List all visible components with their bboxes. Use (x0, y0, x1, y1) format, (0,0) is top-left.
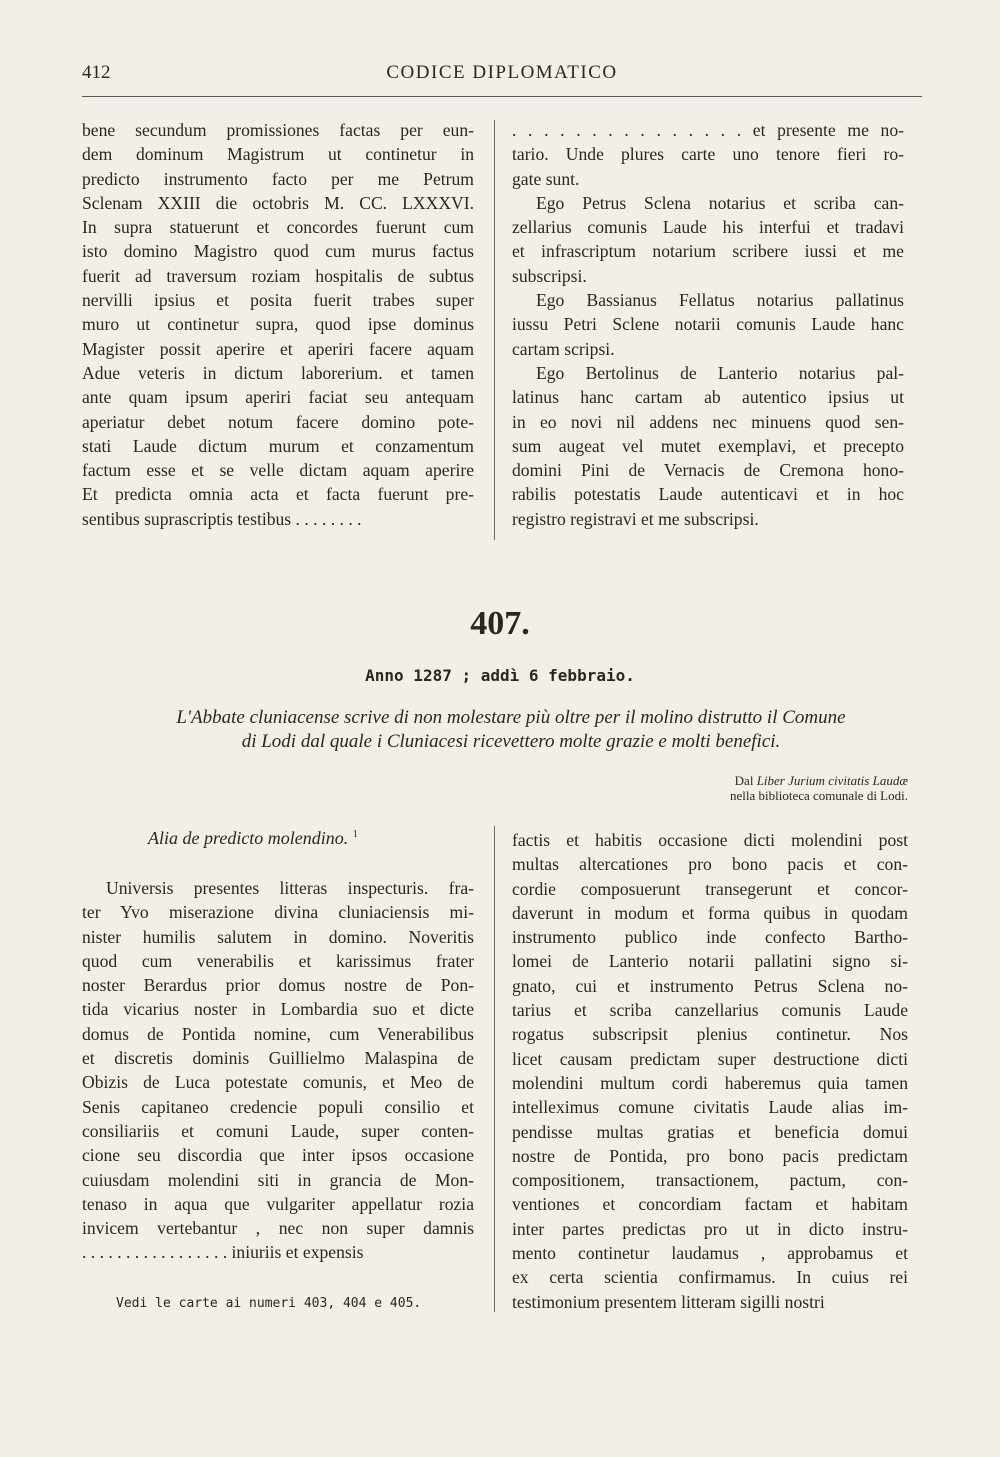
text-line: tarius et scriba canzellarius comunis Laude (512, 1000, 908, 1021)
text-line: ex certa scientia confirmamus. In cuius rei (512, 1267, 908, 1288)
text-line: pendisse multas gratias et beneficia domui (512, 1121, 908, 1142)
text-line: Et predicta omnia acta et facta fuerunt pre- (82, 484, 474, 505)
text-line: . . . . . . . . . . . . . . . . . iniuriis et expensis (82, 1242, 364, 1263)
text-line: multas altercationes pro bono pacis et con- (512, 854, 908, 875)
column-divider-lower (494, 826, 495, 1312)
column-divider-upper (494, 120, 495, 540)
text-line: muro ut continetur supra, quod ipse dominus (82, 314, 474, 335)
text-line: cione seu discordia que inter ipsos occasione (82, 1145, 474, 1166)
lower-right-column (512, 828, 908, 1314)
text-line: In supra statuerunt et concordes fuerunt cum (82, 217, 474, 238)
text-line: latinus hanc cartam ab autentico ipsius ut (512, 387, 904, 408)
text-line: nostre de Pontida, pro bono pacis predictam (512, 1145, 908, 1166)
text-line: lomei de Lanterio notarii pallatini signo si- (512, 951, 908, 972)
text-line: intelleximus comune civitatis Laude alias im- (512, 1097, 908, 1118)
text-line: nister humilis salutem in domino. Noveritis (82, 926, 474, 947)
source-location: nella biblioteca comunale di Lodi. (730, 788, 908, 803)
source-prefix: Dal (734, 773, 757, 788)
page-number: 412 (82, 62, 111, 83)
text-line: domini Pini de Vernacis de Cremona hono- (512, 460, 904, 481)
text-line: cartam scripsi. (512, 338, 615, 359)
running-title: CODICE DIPLOMATICO (386, 62, 618, 83)
text-line: Ego Bertolinus de Lanterio notarius pal- (536, 362, 904, 383)
document-subtitle (148, 828, 358, 849)
text-line: ter Yvo miserazione divina cluniaciensis mi- (82, 902, 474, 923)
text-line: tario. Unde plures carte uno tenore fieri ro- (512, 144, 904, 165)
text-line: et discretis dominis Guillielmo Malaspina de (82, 1048, 474, 1069)
document-summary (82, 706, 940, 754)
upper-right-column (512, 118, 904, 531)
text-line: in eo novi nil addens nec minuens quod sen- (512, 411, 904, 432)
text-line: factum esse et se velle dictam aquam aperire (82, 460, 474, 481)
text-line: Universis presentes litteras inspecturis. fra- (106, 878, 474, 898)
document-date: Anno 1287 ; addì 6 febbraio. (365, 666, 635, 685)
subtitle-text: Alia de predicto molendino. (148, 828, 349, 848)
text-line: inter partes predictas pro ut in dicto instru- (512, 1218, 908, 1239)
text-line: instrumento publico inde confecto Bartho- (512, 927, 908, 948)
text-line: subscripsi. (512, 265, 587, 286)
text-line: rabilis potestatis Laude autenticavi et in hoc (512, 484, 904, 505)
text-line: noster Berardus prior domus nostre de Pon- (82, 975, 474, 996)
source-note (730, 773, 908, 803)
text-line: bene secundum promissiones factas per eun- (82, 120, 474, 140)
page-header (82, 62, 922, 92)
text-line: Adue veteris in dictum laborerium. et tamen (82, 362, 474, 383)
text-line: gnato, cui et instrumento Petrus Sclena no- (512, 975, 908, 996)
text-line: cuiusdam molendini siti in grancia de Mon- (82, 1169, 474, 1190)
lower-left-column (82, 876, 474, 1265)
text-line: Sclenam XXIII die octobris M. CC. LXXXVI. (82, 192, 474, 213)
text-line: gate sunt. (512, 168, 580, 189)
text-line: nervilli ipsius et posita fuerit trabes super (82, 290, 474, 311)
text-line: fuerit ad traversum roziam hospitalis de subtus (82, 265, 474, 286)
text-line: Magister possit aperire et aperiri facere aquam (82, 338, 474, 359)
text-line: aperiatur debet notum facere domino pote- (82, 411, 474, 432)
document-number: 407. (470, 605, 530, 642)
text-line: isto domino Magistro quod cum murus factus (82, 241, 474, 262)
header-rule (82, 96, 922, 97)
text-line: registro registravi et me subscripsi. (512, 508, 759, 529)
summary-line-1: L'Abbate cluniacense scrive di non molestare più oltre per il molino distrutto il Comune (176, 707, 846, 728)
footnote: Vedi le carte ai numeri 403, 404 e 405. (116, 1296, 422, 1311)
text-line: compositionem, transactionem, pactum, con- (512, 1170, 908, 1191)
text-line: Ego Petrus Sclena notarius et scriba can- (536, 192, 904, 213)
text-line: Ego Bassianus Fellatus notarius pallatinus (536, 290, 904, 311)
source-title: Liber Jurium civitatis Laudæ (756, 773, 908, 788)
upper-left-column (82, 118, 474, 531)
text-line: iussu Petri Sclene notarii comunis Laude hanc (512, 314, 904, 335)
text-line: cordie composuerunt transegerunt et concor- (512, 878, 908, 899)
text-line: rogatus subscripsit plenius continetur. Nos (512, 1024, 908, 1045)
text-line: domus de Pontida nomine, cum Venerabilibus (82, 1023, 474, 1044)
text-line: mento continetur laudamus , approbamus et (512, 1243, 908, 1264)
text-line: quod cum venerabilis et karissimus frater (82, 950, 474, 971)
text-line: ventiones et concordiam factam et habitam (512, 1194, 908, 1215)
summary-line-2: di Lodi dal quale i Cluniacesi ricevettero molte grazie e molti benefici. (241, 731, 781, 752)
text-line: predicto instrumento facto per me Petrum (82, 168, 474, 189)
text-line: tida vicarius noster in Lombardia suo et dicte (82, 999, 474, 1020)
footnote-marker: 1 (352, 829, 358, 840)
text-line: stati Laude dictum murum et conzamentum (82, 435, 474, 456)
text-line: zellarius comunis Laude his interfui et tradavi (512, 217, 904, 238)
text-line: daverunt in modum et forma quibus in quodam (512, 902, 908, 923)
text-line: dem dominum Magistrum ut continetur in (82, 144, 474, 165)
text-line: Senis capitaneo credencie populi consilio et (82, 1096, 474, 1117)
text-line: ante quam ipsum aperiri faciat seu antequam (82, 387, 474, 408)
text-line: molendini multum cordi haberemus quia tamen (512, 1072, 908, 1093)
text-line: licet causam predictam super destructione dicti (512, 1048, 908, 1069)
text-line: tenaso in aqua que vulgariter appellatur rozia (82, 1193, 474, 1214)
text-line: . . . . . . . . . . . . . . . et presente me no- (512, 120, 904, 140)
text-line: invicem vertebantur , nec non super damnis (82, 1218, 474, 1239)
text-line: consiliariis et comuni Laude, super conten- (82, 1120, 474, 1141)
text-line: sentibus suprascriptis testibus . . . . . . . . (82, 508, 362, 529)
text-line: Obizis de Luca potestate comunis, et Meo de (82, 1072, 474, 1093)
text-line: testimonium presentem litteram sigilli nostri (512, 1291, 825, 1312)
text-line: et infrascriptum notarium scribere iussi et me (512, 241, 904, 262)
text-line: sum augeat vel mutet exemplavi, et precepto (512, 435, 904, 456)
text-line: factis et habitis occasione dicti molendini post (512, 830, 908, 850)
